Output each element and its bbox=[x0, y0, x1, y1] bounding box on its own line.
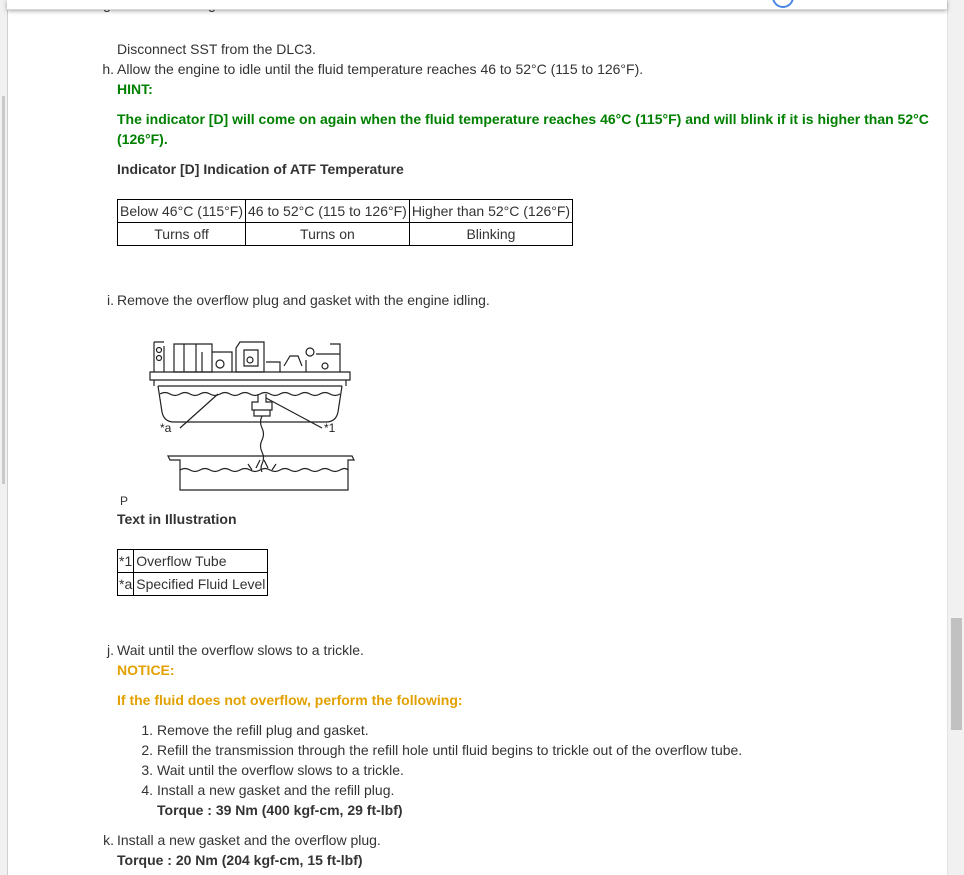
legend-value: Overflow Tube bbox=[134, 550, 268, 573]
overflow-plug-torque: Torque : 20 Nm (204 kgf-cm, 15 ft-lbf) bbox=[117, 852, 363, 868]
table-row bbox=[118, 200, 573, 223]
step-k-text: Install a new gasket and the overflow plug. bbox=[117, 832, 381, 848]
substep-text: Install a new gasket and the refill plug. bbox=[157, 782, 395, 798]
substep-number: 1. bbox=[141, 722, 153, 738]
step-k-marker: k. bbox=[103, 832, 114, 848]
substep-text: Refill the transmission through the refill hole until fluid begins to trickle out of the overflow tube. bbox=[157, 742, 743, 758]
atf-temperature-table bbox=[117, 199, 573, 246]
table-row bbox=[118, 550, 268, 573]
substep-number: 3. bbox=[141, 762, 153, 778]
atf-table-title: Indicator [D] Indication of ATF Temperature bbox=[117, 161, 404, 177]
hint-label: HINT: bbox=[117, 81, 153, 97]
hint-text-line1: The indicator [D] will come on again when the fluid temperature reaches 46°C (115°F) and will blink if it is higher than 52°C bbox=[117, 111, 929, 127]
legend-value: Specified Fluid Level bbox=[134, 573, 268, 596]
notice-text: If the fluid does not overflow, perform the following: bbox=[117, 692, 463, 708]
callout-1-label: *1 bbox=[324, 421, 336, 435]
illustration-legend-table bbox=[117, 549, 268, 596]
left-rule-mark bbox=[2, 96, 5, 484]
substep-text: Wait until the overflow slows to a trickle. bbox=[157, 762, 404, 778]
step-j-marker: j. bbox=[107, 642, 114, 658]
profile-circle-icon[interactable] bbox=[772, 0, 794, 8]
table-cell: 46 to 52°C (115 to 126°F) bbox=[246, 200, 410, 223]
step-h-text: Allow the engine to idle until the fluid temperature reaches 46 to 52°C (115 to 126°F). bbox=[117, 61, 644, 77]
table-cell: Below 46°C (115°F) bbox=[118, 200, 246, 223]
callout-a-label: *a bbox=[160, 421, 172, 435]
step-i-marker: i. bbox=[107, 292, 114, 308]
step-h-marker: h. bbox=[102, 61, 114, 77]
figure-code: P bbox=[120, 494, 129, 508]
table-cell: Turns off bbox=[118, 223, 246, 246]
step-i-text: Remove the overflow plug and gasket with the engine idling. bbox=[117, 292, 490, 308]
hint-text-line2: (126°F). bbox=[117, 131, 168, 147]
table-cell: Turns on bbox=[246, 223, 410, 246]
overflow-plug-illustration bbox=[140, 330, 370, 500]
table-row bbox=[118, 573, 268, 596]
substep-number: 2. bbox=[141, 742, 153, 758]
text-in-illustration-title: Text in Illustration bbox=[117, 511, 237, 527]
top-toolbar bbox=[7, 0, 947, 10]
substep-text: Remove the refill plug and gasket. bbox=[157, 722, 369, 738]
scrollbar-thumb[interactable] bbox=[951, 618, 962, 730]
step-j-text: Wait until the overflow slows to a trickle. bbox=[117, 642, 364, 658]
refill-plug-torque: Torque : 39 Nm (400 kgf-cm, 29 ft-lbf) bbox=[157, 802, 403, 818]
table-row bbox=[118, 223, 573, 246]
table-cell: Blinking bbox=[409, 223, 572, 246]
step-g-text: Disconnect SST from the DLC3. bbox=[117, 41, 316, 57]
table-cell: Higher than 52°C (126°F) bbox=[409, 200, 572, 223]
notice-label: NOTICE: bbox=[117, 662, 175, 678]
vertical-scrollbar[interactable] bbox=[947, 0, 964, 875]
legend-key: *a bbox=[118, 573, 134, 596]
legend-key: *1 bbox=[118, 550, 134, 573]
substep-number: 4. bbox=[141, 782, 153, 798]
left-rule bbox=[0, 0, 8, 875]
